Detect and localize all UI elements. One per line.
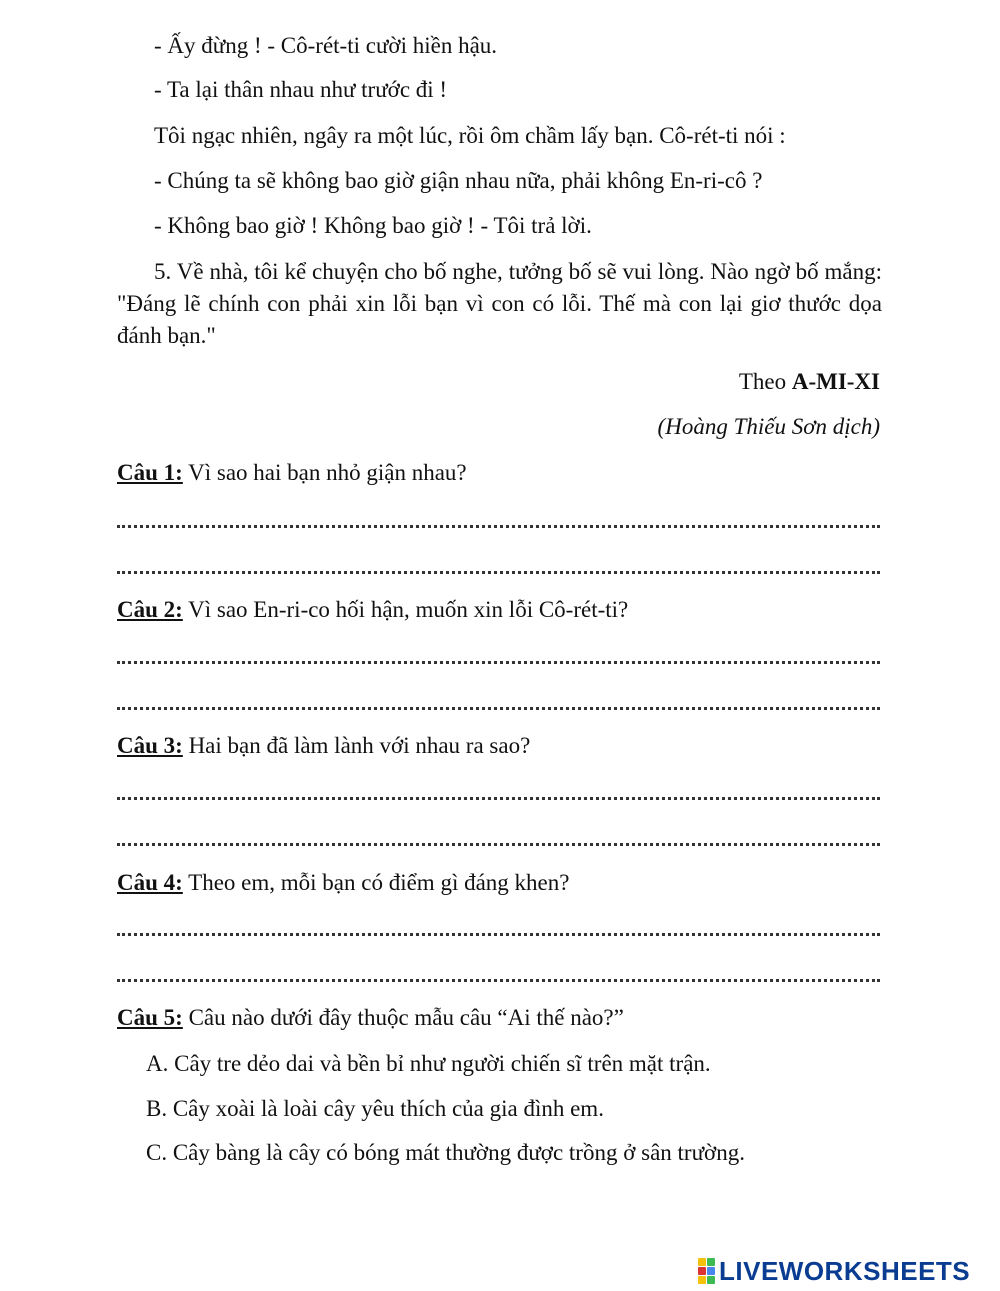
question-4 (117, 869, 569, 896)
source-attribution (739, 368, 880, 395)
answer-line[interactable] (117, 505, 880, 528)
liveworksheets-logo-icon (698, 1258, 715, 1284)
answer-line[interactable] (117, 913, 880, 936)
source-prefix: Theo (738, 369, 792, 394)
question-3 (117, 732, 530, 759)
brand-name: LIVEWORKSHEETS (719, 1255, 971, 1286)
source-author: A-MI-XI (791, 369, 880, 394)
paragraph-text: Về nhà, tôi kể chuyện cho bố nghe, tưởng bố sẽ vui lòng. Nào ngờ bố mắng: "Đáng lẽ chính con phải xin lỗi bạn vì con có lỗi. Thế mà con lại giơ thước dọa đánh bạn." (117, 259, 882, 348)
question-label: Câu 2: (117, 597, 183, 622)
question-label: Câu 5: (117, 1005, 183, 1030)
question-2 (117, 596, 628, 623)
question-text: Câu nào dưới đây thuộc mẫu câu “Ai thế nào?” (182, 1005, 624, 1030)
option-a[interactable]: A. Cây tre dẻo dai và bền bỉ như người chiến sĩ trên mặt trận. (146, 1051, 711, 1076)
story-line: - Không bao giờ ! Không bao giờ ! - Tôi trả lời. (154, 213, 592, 238)
option-b[interactable]: B. Cây xoài là loài cây yêu thích của gia đình em. (146, 1096, 604, 1121)
translator-credit: (Hoàng Thiếu Sơn dịch) (657, 414, 880, 439)
answer-line[interactable] (117, 687, 880, 710)
story-line: - Ấy đừng ! - Cô-rét-ti cười hiền hậu. (154, 33, 498, 58)
story-line: - Chúng ta sẽ không bao giờ giận nhau nữa, phải không En-ri-cô ? (154, 168, 763, 193)
question-label: Câu 3: (117, 733, 183, 758)
answer-line[interactable] (117, 959, 880, 982)
answer-line[interactable] (117, 551, 880, 574)
question-label: Câu 4: (117, 870, 183, 895)
answer-line[interactable] (117, 777, 880, 800)
answer-line[interactable] (117, 641, 880, 664)
option-c[interactable]: C. Cây bàng là cây có bóng mát thường được trồng ở sân trường. (146, 1140, 745, 1165)
story-line: - Ta lại thân nhau như trước đi ! (154, 77, 448, 102)
question-text: Theo em, mỗi bạn có điểm gì đáng khen? (182, 870, 570, 895)
story-line: Tôi ngạc nhiên, ngây ra một lúc, rồi ôm chầm lấy bạn. Cô-rét-ti nói : (154, 123, 786, 148)
question-5 (117, 1004, 624, 1031)
story-paragraph-5 (117, 256, 882, 352)
paragraph-number: 5. (154, 259, 172, 284)
question-text: Hai bạn đã làm lành với nhau ra sao? (182, 733, 531, 758)
liveworksheets-logo[interactable] (698, 1255, 971, 1286)
question-text: Vì sao En-ri-co hối hận, muốn xin lỗi Cô-rét-ti? (182, 597, 629, 622)
question-1 (117, 459, 467, 486)
question-text: Vì sao hai bạn nhỏ giận nhau? (182, 460, 467, 485)
answer-line[interactable] (117, 823, 880, 846)
question-label: Câu 1: (117, 460, 183, 485)
